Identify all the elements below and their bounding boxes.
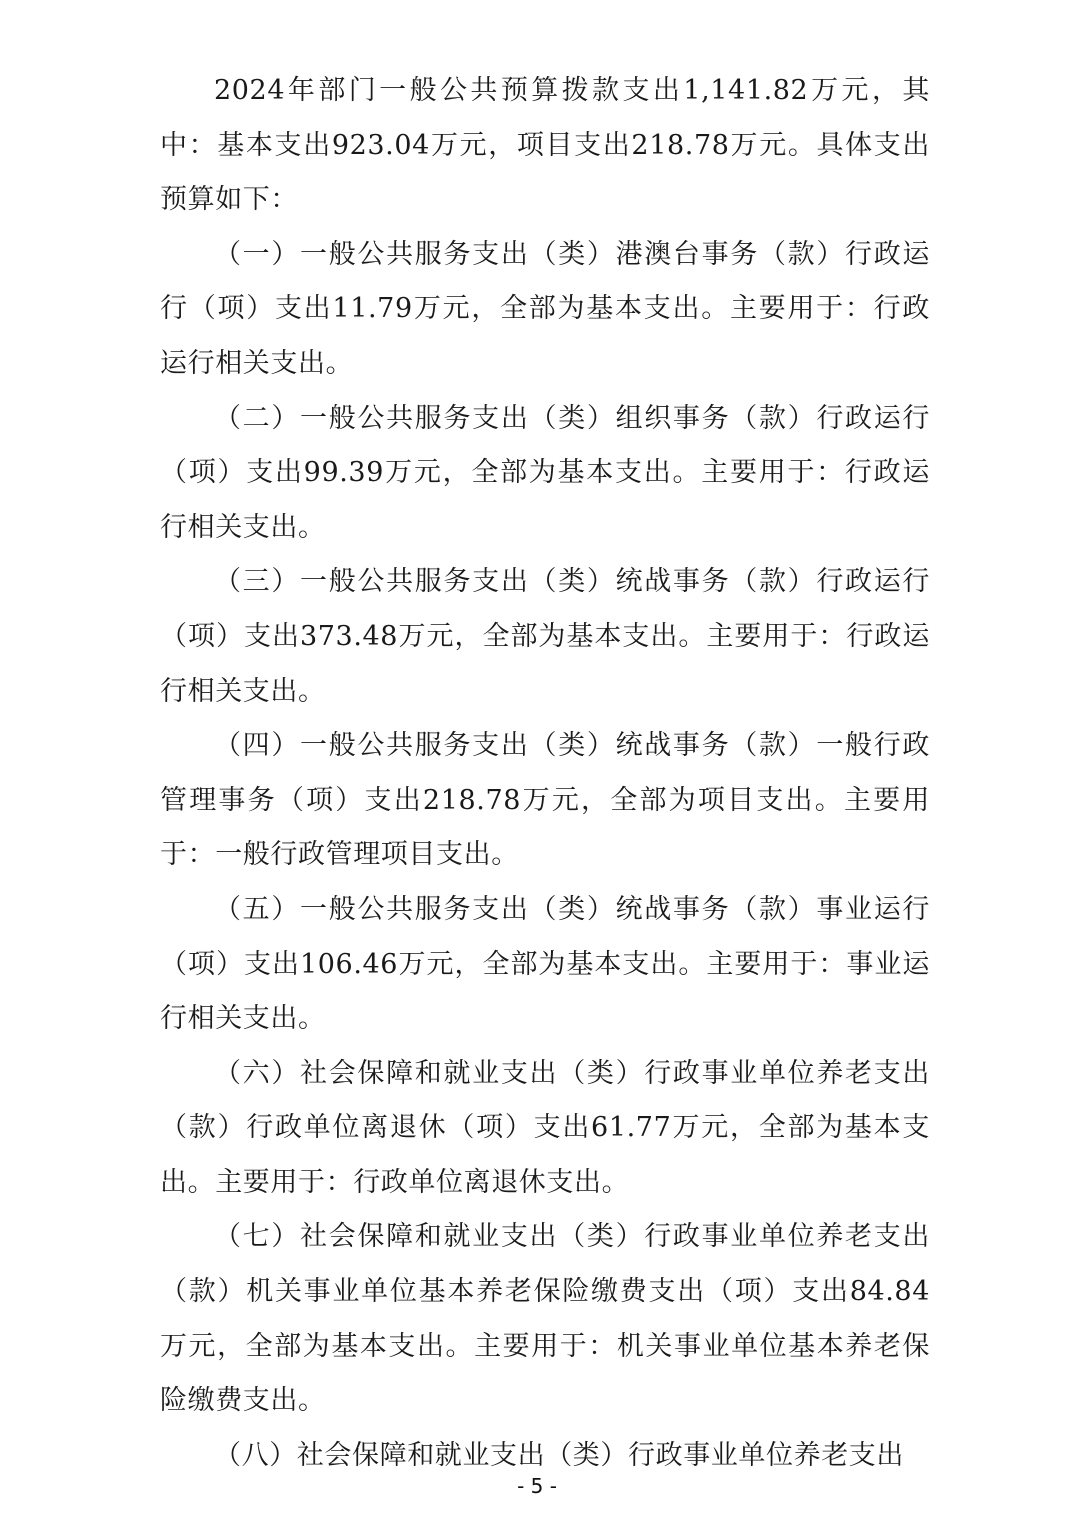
paragraph-item-4: （四）一般公共服务支出（类）统战事务（款）一般行政管理事务（项）支出218.78万元，全部为项目支出。主要用于：一般行政管理项目支出。 bbox=[160, 730, 930, 871]
paragraph-item-5: （五）一般公共服务支出（类）统战事务（款）事业运行（项）支出106.46万元，全部为基本支出。主要用于：事业运行相关支出。 bbox=[160, 893, 930, 1035]
paragraph-item-2: （二）一般公共服务支出（类）组织事务（款）行政运行（项）支出99.39万元，全部为基本支出。主要用于：行政运行相关支出。 bbox=[160, 402, 930, 543]
paragraph-item-7: （七）社会保障和就业支出（类）行政事业单位养老支出（款）机关事业单位基本养老保险缴费支出（项）支出84.84万元，全部为基本支出。主要用于：机关事业单位基本养老保险缴费支出。 bbox=[160, 1221, 930, 1417]
paragraph-item-8: （八）社会保障和就业支出（类）行政事业单位养老支出 bbox=[214, 1439, 904, 1471]
page-number: - 5 - bbox=[517, 1474, 557, 1498]
paragraph-item-6: （六）社会保障和就业支出（类）行政事业单位养老支出（款）行政单位离退休（项）支出61.77万元，全部为基本支出。主要用于：行政单位离退休支出。 bbox=[160, 1057, 930, 1198]
paragraph-item-3: （三）一般公共服务支出（类）统战事务（款）行政运行（项）支出373.48万元，全部为基本支出。主要用于：行政运行相关支出。 bbox=[160, 566, 930, 707]
document-body bbox=[160, 64, 930, 1483]
paragraph-item-1: （一）一般公共服务支出（类）港澳台事务（款）行政运行（项）支出11.79万元，全部为基本支出。主要用于：行政运行相关支出。 bbox=[160, 238, 930, 379]
paragraph-budget-summary: 2024年部门一般公共预算拨款支出1,141.82万元，其中：基本支出923.04万元，项目支出218.78万元。具体支出预算如下： bbox=[160, 75, 930, 216]
